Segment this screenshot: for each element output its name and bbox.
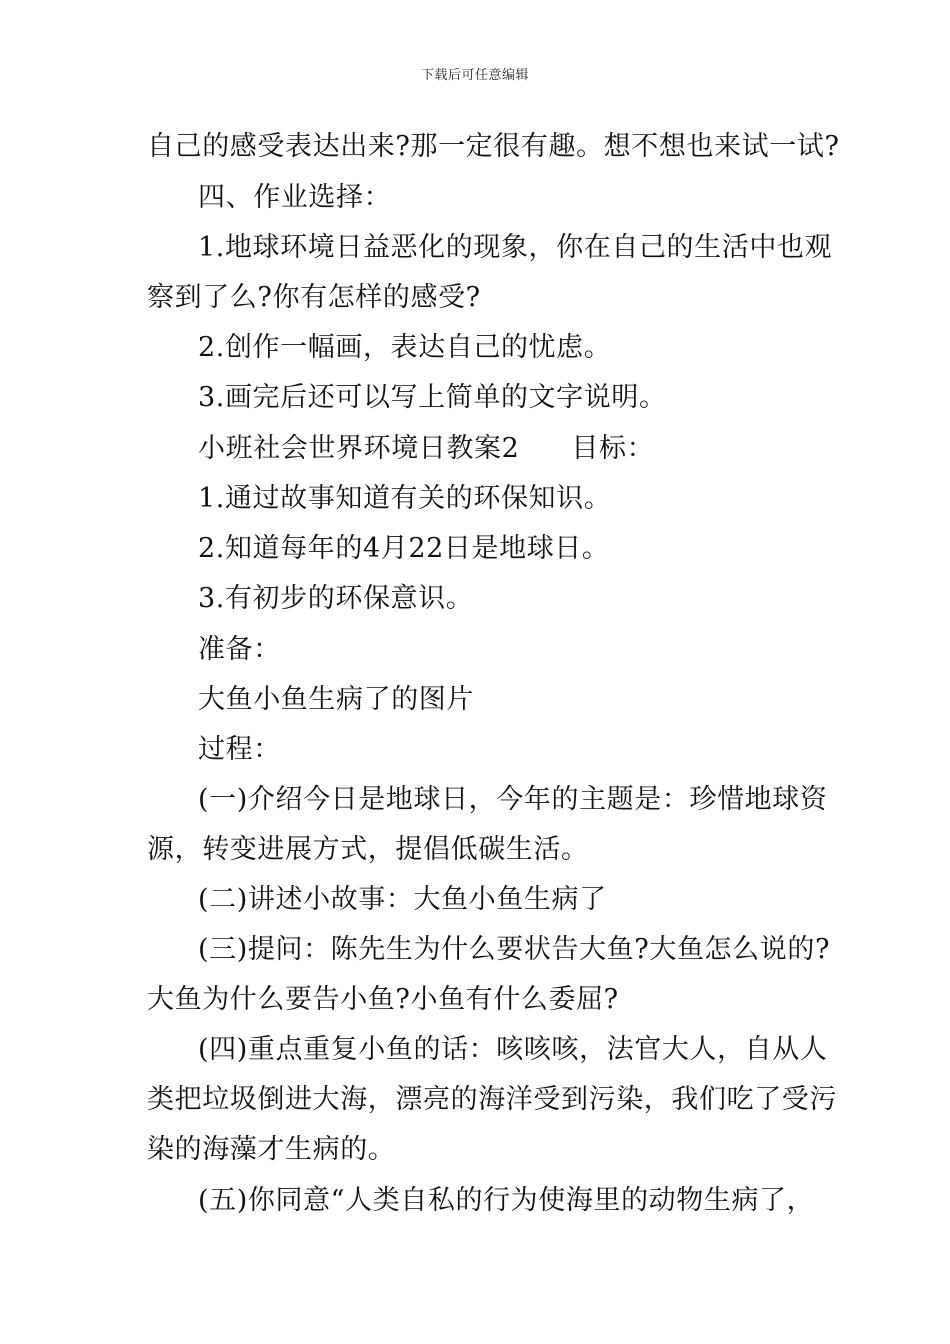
body-line: 大鱼小鱼生病了的图片 <box>198 684 474 715</box>
body-line: (二)讲述小故事：大鱼小鱼生病了 <box>198 884 607 915</box>
body-line: 源，转变进展方式，提倡低碳生活。 <box>147 834 589 865</box>
list-item: 1.通过故事知道有关的环保知识。 <box>198 483 612 514</box>
list-item: 3.有初步的环保意识。 <box>198 583 474 614</box>
body-line: (一)介绍今日是地球日，今年的主题是：珍惜地球资 <box>198 784 828 815</box>
body-line: 大鱼为什么要告小鱼?小鱼有什么委屈? <box>147 984 619 1015</box>
list-item: 3.画完后还可以写上简单的文字说明。 <box>198 382 667 413</box>
body-line: (五)你同意“人类自私的行为使海里的动物生病了， <box>198 1185 815 1216</box>
body-line: 类把垃圾倒进大海，漂亮的海洋受到污染，我们吃了受污 <box>147 1084 837 1115</box>
page-header: 下载后可任意编辑 <box>420 68 529 83</box>
section-heading: 准备： <box>198 634 281 665</box>
body-line: (三)提问：陈先生为什么要状告大鱼?大鱼怎么说的? <box>198 934 831 965</box>
lesson-title-line <box>198 431 654 467</box>
body-line: (四)重点重复小鱼的话：咳咳咳，法官大人，自从人 <box>198 1034 828 1065</box>
objectives-heading: 目标： <box>571 433 655 464</box>
body-line: 察到了么?你有怎样的感受? <box>147 282 481 313</box>
section-heading: 四、作业选择： <box>198 182 392 213</box>
body-line: 自己的感受表达出来?那一定很有趣。想不想也来试一试? <box>147 131 840 162</box>
lesson-title: 小班社会世界环境日教案2 <box>198 433 520 464</box>
body-line: 染的海藻才生病的。 <box>147 1134 396 1165</box>
list-item: 1.地球环境日益恶化的现象，你在自己的生活中也观 <box>198 232 833 263</box>
list-item: 2.知道每年的4月22日是地球日。 <box>198 533 610 564</box>
section-heading: 过程： <box>198 734 281 765</box>
list-item: 2.创作一幅画，表达自己的忧虑。 <box>198 332 612 363</box>
